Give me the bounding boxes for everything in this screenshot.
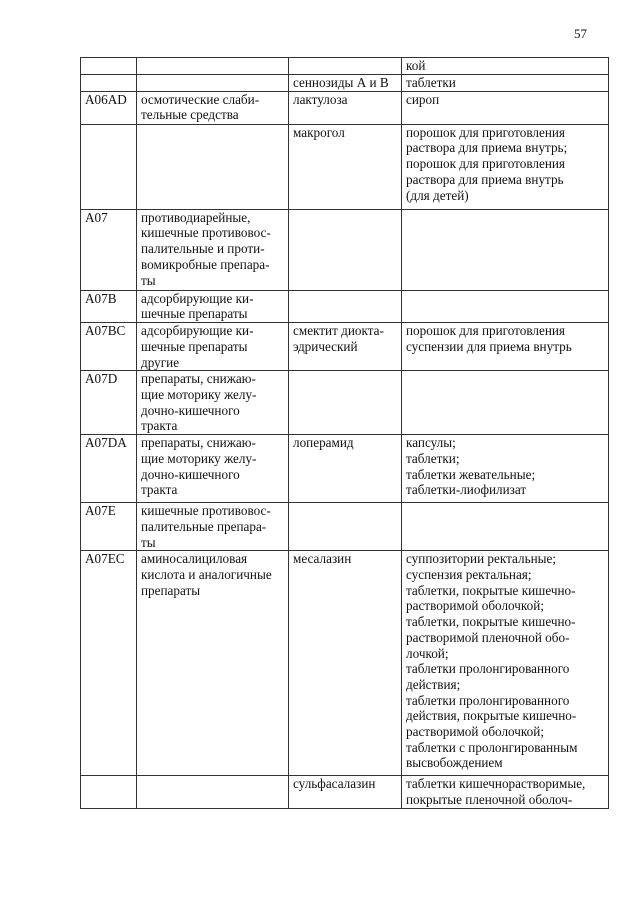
group-name-cell bbox=[137, 551, 289, 776]
group-name-text: адсорбирующие ки- шечные препараты bbox=[141, 290, 254, 322]
drug-name-text: макрогол bbox=[293, 124, 345, 140]
table-row bbox=[81, 371, 609, 435]
table-row bbox=[81, 91, 609, 124]
atc-code-text: A07EC bbox=[85, 551, 125, 567]
table-row bbox=[81, 124, 609, 209]
drug-name-cell bbox=[289, 551, 402, 776]
dosage-form-cell bbox=[402, 503, 609, 551]
group-name-text: осмотические слаби- тельные средства bbox=[141, 91, 260, 123]
drug-name-text: лоперамид bbox=[293, 435, 354, 451]
table-row bbox=[81, 209, 609, 290]
atc-code-cell bbox=[81, 209, 137, 290]
group-name-text: препараты, снижаю- щие моторику желу- дочно-кишечного тракта bbox=[141, 435, 257, 498]
page-number: 57 bbox=[574, 26, 587, 41]
atc-code-cell bbox=[81, 551, 137, 776]
group-name-cell bbox=[137, 323, 289, 371]
drug-name-cell bbox=[289, 503, 402, 551]
table-row bbox=[81, 551, 609, 776]
table-body bbox=[81, 58, 609, 809]
group-name-cell bbox=[137, 124, 289, 209]
group-name-cell bbox=[137, 503, 289, 551]
atc-code-cell bbox=[81, 58, 137, 75]
group-name-text: препараты, снижаю- щие моторику желу- дочно-кишечного тракта bbox=[141, 371, 257, 434]
drug-name-cell bbox=[289, 124, 402, 209]
group-name-text: аминосалициловая кислота и аналогичные препараты bbox=[141, 551, 272, 598]
table-row bbox=[81, 290, 609, 322]
dosage-form-cell bbox=[402, 74, 609, 91]
dosage-form-cell bbox=[402, 776, 609, 808]
drug-name-text: месалазин bbox=[293, 551, 352, 567]
drug-name-cell bbox=[289, 776, 402, 808]
table-row bbox=[81, 776, 609, 808]
drug-name-cell bbox=[289, 290, 402, 322]
dosage-form-text: таблетки кишечнорастворимые, покрытые пленочной оболоч- bbox=[406, 776, 586, 808]
dosage-form-text: таблетки bbox=[406, 74, 456, 90]
atc-code-cell bbox=[81, 776, 137, 808]
atc-code-text: A07E bbox=[85, 503, 116, 519]
dosage-form-cell bbox=[402, 323, 609, 371]
table-row bbox=[81, 74, 609, 91]
dosage-form-text: кой bbox=[406, 58, 426, 73]
dosage-form-text: суппозитории ректальные; суспензия ректальная; таблетки, покрытые кишечно- растворимой оболочкой; таблетки, покрытые кишечно- растворимой пленочной обо- лочкой; таблетки пролонгированного действия; таблетки пролонгированного действия, покрытые кишечно- растворимой оболочкой; таблетки с пролонгированным высвобождением bbox=[406, 551, 578, 771]
dosage-form-cell bbox=[402, 290, 609, 322]
dosage-form-cell bbox=[402, 551, 609, 776]
dosage-form-cell bbox=[402, 371, 609, 435]
dosage-form-text: капсулы; таблетки; таблетки жевательные; таблетки-лиофилизат bbox=[406, 435, 536, 498]
atc-code-cell bbox=[81, 371, 137, 435]
table-row bbox=[81, 503, 609, 551]
group-name-cell bbox=[137, 74, 289, 91]
dosage-form-cell bbox=[402, 435, 609, 503]
atc-code-text: A07B bbox=[85, 290, 117, 306]
atc-code-cell bbox=[81, 290, 137, 322]
atc-code-text: A07DA bbox=[85, 435, 127, 451]
group-name-cell bbox=[137, 58, 289, 75]
dosage-form-text: порошок для приготовления раствора для приема внутрь; порошок для приготовления раствора для приема внутрь (для детей) bbox=[406, 124, 568, 203]
atc-code-cell bbox=[81, 503, 137, 551]
atc-code-text: A07D bbox=[85, 371, 118, 387]
drug-name-cell bbox=[289, 435, 402, 503]
dosage-form-text: сироп bbox=[406, 91, 440, 107]
group-name-cell bbox=[137, 435, 289, 503]
drug-classification-table bbox=[80, 57, 609, 809]
atc-code-cell bbox=[81, 124, 137, 209]
table-row bbox=[81, 58, 609, 75]
dosage-form-cell bbox=[402, 209, 609, 290]
dosage-form-cell bbox=[402, 124, 609, 209]
drug-name-text: смектит диокта- эдрический bbox=[293, 323, 384, 354]
drug-name-cell bbox=[289, 209, 402, 290]
drug-name-text: сеннозиды А и В bbox=[293, 74, 389, 90]
drug-name-cell bbox=[289, 74, 402, 91]
drug-name-cell bbox=[289, 323, 402, 371]
drug-name-text: лактулоза bbox=[293, 91, 348, 107]
group-name-text: кишечные противовос- палительные препара- ты bbox=[141, 503, 271, 550]
drug-name-cell bbox=[289, 58, 402, 75]
group-name-cell bbox=[137, 209, 289, 290]
atc-code-cell bbox=[81, 323, 137, 371]
table-row bbox=[81, 435, 609, 503]
group-name-text: адсорбирующие ки- шечные препараты другие bbox=[141, 323, 254, 370]
table-row bbox=[81, 323, 609, 371]
atc-code-cell bbox=[81, 435, 137, 503]
dosage-form-text: порошок для приготовления суспензии для приема внутрь bbox=[406, 323, 572, 354]
group-name-cell bbox=[137, 776, 289, 808]
group-name-cell bbox=[137, 91, 289, 124]
group-name-text: противодиарейные, кишечные противовос- палительные и проти- вомикробные препара- ты bbox=[141, 209, 271, 288]
atc-code-cell bbox=[81, 74, 137, 91]
dosage-form-cell bbox=[402, 58, 609, 75]
group-name-cell bbox=[137, 371, 289, 435]
drug-name-cell bbox=[289, 371, 402, 435]
atc-code-cell bbox=[81, 91, 137, 124]
atc-code-text: A06AD bbox=[85, 91, 127, 107]
dosage-form-cell bbox=[402, 91, 609, 124]
group-name-cell bbox=[137, 290, 289, 322]
drug-name-text: сульфасалазин bbox=[293, 776, 376, 792]
drug-name-cell bbox=[289, 91, 402, 124]
atc-code-text: A07BC bbox=[85, 323, 126, 339]
atc-code-text: A07 bbox=[85, 209, 108, 225]
